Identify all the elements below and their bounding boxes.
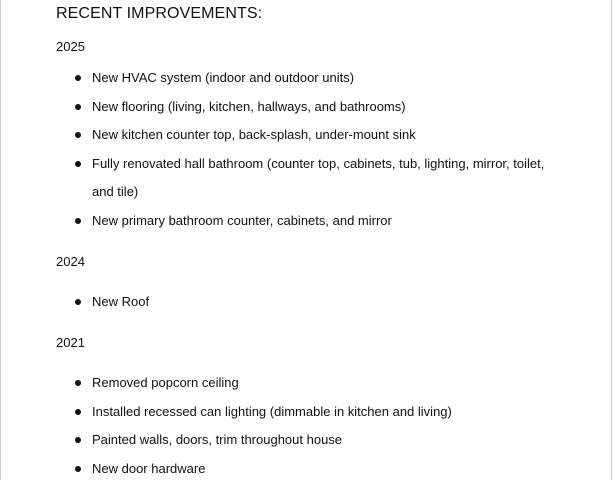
- year-heading-2024: 2024: [56, 254, 85, 270]
- list-item: [1, 207, 613, 236]
- list-item: [1, 369, 613, 398]
- list-item-text: New kitchen counter top, back-splash, under-mount sink: [92, 127, 416, 142]
- bullet-icon: [75, 409, 81, 415]
- list-item: [1, 288, 613, 317]
- list-item: [1, 150, 613, 207]
- bullet-icon: [75, 132, 81, 138]
- bullet-icon: [75, 75, 81, 81]
- improvements-list-2024: [1, 288, 613, 317]
- improvements-list-2021: [1, 369, 613, 483]
- list-item-text: New flooring (living, kitchen, hallways, and bathrooms): [92, 99, 406, 114]
- year-heading-2025: 2025: [56, 39, 85, 55]
- list-item: [1, 93, 613, 122]
- list-item-text: New HVAC system (indoor and outdoor units): [92, 70, 354, 85]
- bullet-icon: [75, 299, 81, 305]
- bullet-icon: [75, 437, 81, 443]
- year-heading-2021: 2021: [56, 335, 85, 351]
- list-item: [1, 64, 613, 93]
- improvements-list-2025: [1, 64, 613, 235]
- bullet-icon: [75, 380, 81, 386]
- bullet-icon: [75, 218, 81, 224]
- list-item: [1, 426, 613, 455]
- bullet-icon: [75, 161, 81, 167]
- list-item-text: New door hardware: [92, 461, 205, 476]
- list-item-text: New Roof: [92, 294, 149, 309]
- list-item-text: Removed popcorn ceiling: [92, 375, 239, 390]
- list-item: [1, 455, 613, 483]
- bullet-icon: [75, 466, 81, 472]
- list-item: [1, 121, 613, 150]
- list-item: [1, 398, 613, 427]
- bullet-icon: [75, 104, 81, 110]
- list-item-text: Installed recessed can lighting (dimmable in kitchen and living): [92, 404, 452, 419]
- section-heading: RECENT IMPROVEMENTS:: [56, 4, 262, 24]
- list-item-text: Painted walls, doors, trim throughout house: [92, 432, 342, 447]
- list-item-text: Fully renovated hall bathroom (counter top, cabinets, tub, lighting, mirror, toilet, and tile): [92, 156, 544, 200]
- list-item-text: New primary bathroom counter, cabinets, and mirror: [92, 213, 392, 228]
